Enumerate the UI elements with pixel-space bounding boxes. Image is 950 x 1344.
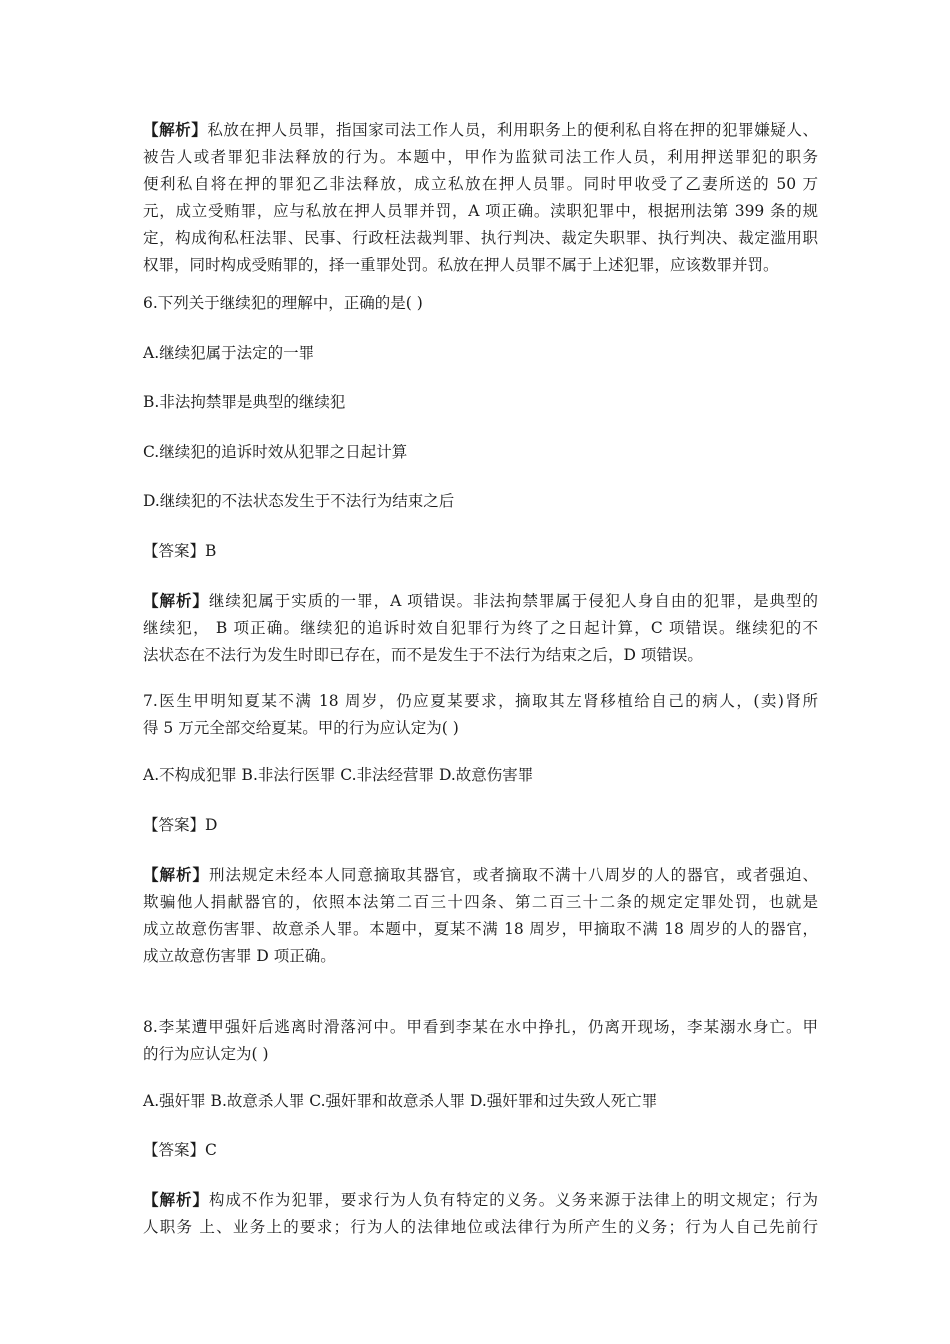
answer-8 — [143, 1137, 818, 1164]
question-line: 得 5 万元全部交给夏某。甲的行为应认定为( ) — [143, 719, 459, 737]
explanation-label: 【解析】 — [143, 120, 208, 139]
question-line: 的行为应认定为( ) — [143, 1045, 269, 1063]
option-a — [143, 340, 818, 367]
question-8 — [143, 1014, 818, 1068]
options-7 — [143, 762, 818, 789]
explanation-line: 【解析】构成不作为犯罪，要求行为人负有特定的义务。义务来源于法律上的明文规定；行为 — [143, 1190, 818, 1209]
answer-text: 【答案】C — [143, 1141, 217, 1159]
explanation-line: 欺骗他人捐献器官的，依照本法第二百三十四条、第二百三十二条的规定定罪处罚，也就是 — [143, 893, 818, 911]
answer-6 — [143, 538, 818, 565]
explanation-paragraph — [143, 587, 818, 669]
question-7 — [143, 688, 818, 742]
explanation-line: 成立故意伤害罪、故意杀人罪。本题中，夏某不满 18 周岁，甲摘取不满 18 周岁的人的器官， — [143, 920, 818, 938]
explanation-paragraph — [143, 1186, 818, 1241]
answer-7 — [143, 812, 818, 839]
option-b — [143, 389, 818, 416]
explanation-label: 【解析】 — [143, 1190, 209, 1209]
explanation-line: 【解析】继续犯属于实质的一罪，A 项错误。非法拘禁罪属于侵犯人身自由的犯罪，是典型的 — [143, 591, 818, 610]
answer-text: 【答案】B — [143, 542, 217, 560]
options-8 — [143, 1088, 818, 1115]
explanation-line: 被告人或者罪犯非法释放的行为。本题中，甲作为监狱司法工作人员，利用押送罪犯的职务 — [143, 148, 818, 166]
question-line: 8.李某遭甲强奸后逃离时滑落河中。甲看到李某在水中挣扎，仍离开现场，李某溺水身亡。甲 — [143, 1018, 818, 1036]
explanation-paragraph — [143, 116, 818, 279]
explanation-line: 成立故意伤害罪 D 项正确。 — [143, 947, 336, 965]
option-text: A.继续犯属于法定的一罪 — [143, 344, 315, 362]
explanation-line: 元，成立受贿罪，应与私放在押人员罪并罚，A 项正确。渎职犯罪中，根据刑法第 399 条的规 — [143, 202, 818, 220]
question-line: 7.医生甲明知夏某不满 18 周岁，仍应夏某要求，摘取其左肾移植给自己的病人，(卖)肾所 — [143, 692, 818, 710]
option-text: A.不构成犯罪 B.非法行医罪 C.非法经营罪 D.故意伤害罪 — [143, 766, 534, 784]
question-text: 6.下列关于继续犯的理解中，正确的是( ) — [143, 294, 423, 312]
explanation-line: 【解析】刑法规定未经本人同意摘取其器官，或者摘取不满十八周岁的人的器官，或者强迫、 — [143, 865, 818, 884]
explanation-line: 权罪，同时构成受贿罪的，择一重罪处罚。私放在押人员罪不属于上述犯罪，应该数罪并罚。 — [143, 256, 779, 274]
explanation-line: 继续犯， B 项正确。继续犯的追诉时效自犯罪行为终了之日起计算，C 项错误。继续犯的不 — [143, 619, 818, 637]
explanation-line: 定，构成徇私枉法罪、民事、行政枉法裁判罪、执行判决、裁定失职罪、执行判决、裁定滥用职 — [143, 229, 818, 247]
explanation-line: 便利私自将在押的罪犯乙非法释放，成立私放在押人员罪。同时甲收受了乙妻所送的 50 万 — [143, 175, 818, 193]
explanation-paragraph — [143, 861, 818, 970]
answer-text: 【答案】D — [143, 816, 218, 834]
explanation-line: 人职务 上、业务上的要求；行为人的法律地位或法律行为所产生的义务；行为人自己先前行 — [143, 1218, 818, 1236]
option-text: C.继续犯的追诉时效从犯罪之日起计算 — [143, 443, 408, 461]
explanation-line: 法状态在不法行为发生时即已存在，而不是发生于不法行为结束之后，D 项错误。 — [143, 646, 703, 664]
option-text: B.非法拘禁罪是典型的继续犯 — [143, 393, 346, 411]
explanation-label: 【解析】 — [143, 591, 209, 610]
explanation-label: 【解析】 — [143, 865, 209, 884]
option-text: A.强奸罪 B.故意杀人罪 C.强奸罪和故意杀人罪 D.强奸罪和过失致人死亡罪 — [143, 1092, 658, 1110]
question-6 — [143, 290, 818, 317]
option-text: D.继续犯的不法状态发生于不法行为结束之后 — [143, 492, 455, 510]
option-d — [143, 488, 818, 515]
option-c — [143, 439, 818, 466]
explanation-line: 【解析】私放在押人员罪，指国家司法工作人员，利用职务上的便利私自将在押的犯罪嫌疑人、 — [143, 120, 818, 139]
